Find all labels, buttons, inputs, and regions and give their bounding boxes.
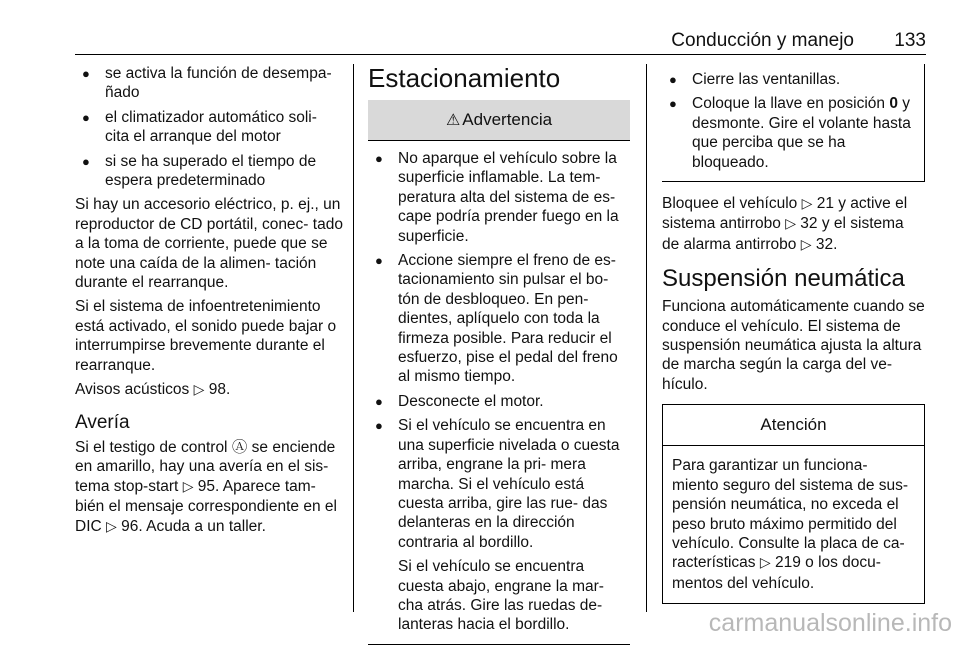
page-ref-icon: ▷	[801, 196, 813, 213]
page-ref-icon: ▷	[800, 236, 812, 253]
section-heading: Suspensión neumática	[662, 265, 905, 293]
list-item	[662, 94, 916, 172]
paragraph-text: 32 y el sistema de alarma antirrobo	[662, 215, 904, 253]
bullet-list	[368, 149, 630, 552]
page-ref-icon: ▷	[182, 478, 194, 495]
warning-title: Advertencia	[462, 110, 553, 129]
list-item: ● Accione siempre el freno de es- tacionamiento sin pulsar el bo- tón de desbloqueo. En pen- dientes, aplíquelo con toda la firmeza posible. Para reducir el esfuerzo, pise el pedal del freno al mismo tiempo.	[368, 251, 630, 387]
warning-box	[368, 100, 630, 645]
list-item: ● No aparque el vehículo sobre la superficie inflamable. La tem- peratura alta del sistema de es- cape podría prender fuego en la superficie.	[368, 149, 630, 246]
warning-icon: ⚠	[445, 112, 461, 129]
section-title: Conducción y manejo	[671, 30, 854, 51]
paragraph-text: Bloquee el vehículo	[662, 195, 798, 213]
bullet-list	[662, 70, 916, 172]
list-item: ● si se ha superado el tiempo de espera predeterminado	[75, 152, 343, 191]
page-ref-icon: ▷	[106, 518, 117, 535]
paragraph-text: Si el testigo de control	[75, 438, 228, 456]
page-number: 133	[894, 30, 926, 51]
warning-body	[368, 141, 630, 644]
list-item-text: Coloque la llave en posición	[692, 95, 886, 113]
list-item-text: y desmonte. Gire el volante hasta que perciba que se ha bloqueado.	[692, 95, 911, 171]
key-position: 0	[889, 95, 898, 113]
paragraph-text: 95. Aparece tam- bién el mensaje correspondiente en el DIC	[75, 477, 337, 535]
paragraph-text: se enciende en amarillo, hay una avería en el sis- tema stop-start	[75, 438, 336, 495]
paragraph: Si el sistema de infoentretenimiento está activado, el sonido puede bajar o interrumpirse brevemente durante el rearranque.	[75, 298, 337, 374]
paragraph	[75, 380, 343, 400]
column-1	[75, 64, 343, 542]
subheading: Avería	[75, 411, 130, 433]
section-heading: Estacionamiento	[368, 63, 561, 93]
list-item: ● Si el vehículo se encuentra en una superficie nivelada o cuesta arriba, engrane la pri- mera marcha. Si el vehículo está cuesta arriba, gire las rue- das delanteras en la dirección contraria al bordillo.	[368, 416, 630, 552]
page-ref-icon: ▷	[785, 216, 796, 233]
column-3	[662, 64, 925, 604]
paragraph-text: 21 y active el sistema antirrobo	[662, 195, 908, 233]
paragraph	[662, 194, 925, 255]
attention-box	[662, 404, 925, 604]
list-item: ● Desconecte el motor.	[368, 392, 630, 411]
continued-warning-box	[662, 64, 925, 182]
column-2	[368, 64, 630, 645]
watermark: carmanualsonline.info	[708, 609, 952, 637]
list-item: ● se activa la función de desempa- ñado	[75, 64, 343, 103]
paragraph: Funciona automáticamente cuando se conduce el vehículo. El sistema de suspensión neumática ajusta la altura de marcha según la carga del ve- hículo.	[662, 298, 925, 393]
warning-lamp-icon: Ⓐ	[231, 438, 248, 456]
warning-header	[368, 100, 630, 141]
paragraph	[75, 438, 343, 537]
page-header	[75, 26, 926, 55]
paragraph-text: 32.	[815, 235, 838, 253]
page-ref-icon: ▷	[759, 555, 771, 572]
paragraph: Si el vehículo se encuentra cuesta abajo, engrane la mar- cha atrás. Gire las ruedas de- lanteras hacia el bordillo.	[398, 558, 604, 634]
paragraph-text: 219 o los docu- mentos del vehículo.	[672, 554, 881, 592]
list-item: ● el climatizador automático soli- cita el arranque del motor	[75, 108, 343, 147]
paragraph-text: 96. Acuda a un taller.	[121, 517, 266, 535]
attention-header: Atención	[663, 405, 924, 446]
attention-body	[663, 446, 924, 603]
page-ref: 98.	[208, 381, 231, 399]
column-divider	[646, 64, 647, 612]
paragraph-text: Avisos acústicos	[75, 381, 190, 399]
page-ref-icon: ▷	[193, 382, 205, 399]
list-item: ● Cierre las ventanillas.	[662, 70, 916, 89]
paragraph: Si hay un accesorio eléctrico, p. ej., un reproductor de CD portátil, conec- tado a la toma de corriente, puede que se note una caída de la alimen- tación durante el rearranque.	[75, 196, 343, 292]
bullet-list	[75, 64, 343, 190]
paragraph-text: Para garantizar un funciona- miento seguro del sistema de sus- pensión neumática, no exceda el peso bruto máximo permitido del vehículo. Consulte la placa de ca- racterísticas	[672, 457, 909, 572]
warning-body	[662, 64, 924, 181]
column-divider	[353, 64, 354, 612]
